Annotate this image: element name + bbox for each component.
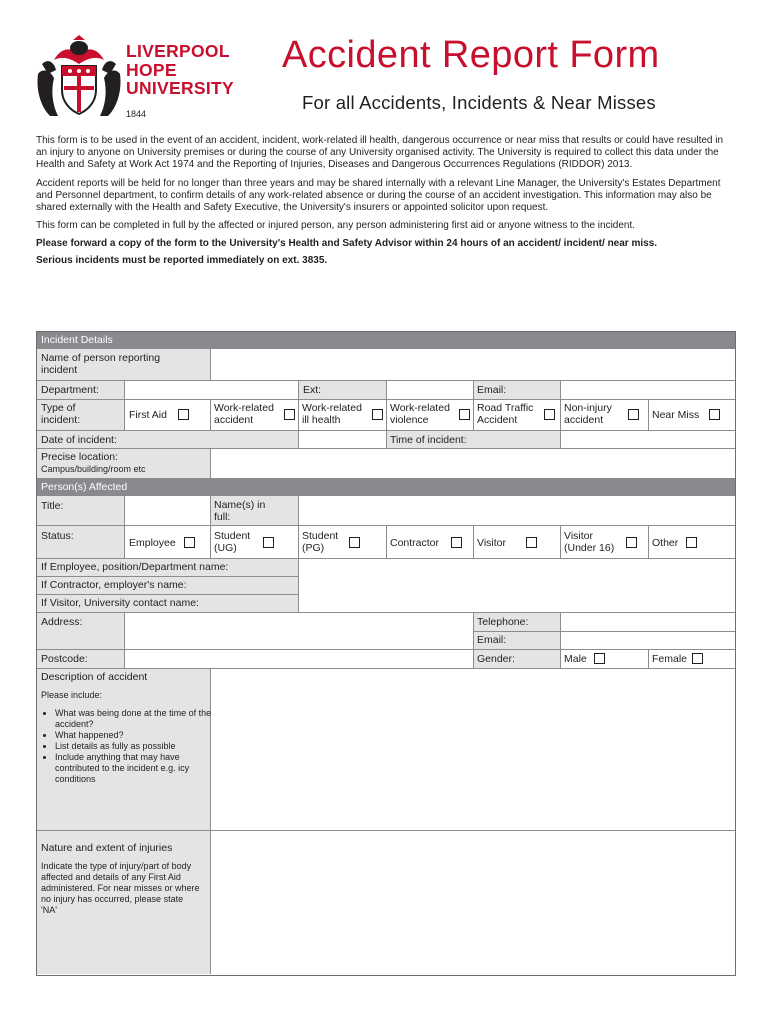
founded-year: 1844 [126,109,147,119]
accident-report-form [36,331,736,976]
address-label: Address: [41,616,83,628]
intro-paragraph-5: Serious incidents must be reported immediately on ext. 3835. [36,254,328,266]
time-of-incident-label: Time of incident: [390,434,467,446]
status-other-label: Other [652,537,679,549]
if-visitor-label: If Visitor, University contact name: [41,597,199,609]
injuries-title: Nature and extent of injuries [41,842,173,854]
guidance-item: • What happened? [55,730,215,741]
description-title: Description of accident [41,671,148,683]
intro-paragraph-2: Accident reports will be held for no longer than three years and may be shared internally with a relevant Line Manager, the University's Estates Department and Personnel department, to confirm details of any work-related absence or during the course of an accident investigation. This information may also be shared externally with the Health and Safety Executive, the University's insurers or appointed solicitor upon request. [36,177,721,214]
gender-female-label: Female [652,653,688,665]
type-work-accident-label: Work-related accident [214,402,274,426]
email-label: Email: [477,384,507,396]
type-non-injury-label: Non-injury accident [564,402,612,426]
type-road-traffic-label: Road Traffic Accident [477,402,534,426]
injuries-hint: Indicate the type of injury/part of body affected and details of any First Aid administered. For near misses or where no injury has occurred, please state 'NA' [41,861,200,915]
gender-label: Gender: [477,653,515,665]
type-first-aid-label: First Aid [129,409,167,421]
status-student-ug-label: Student (UG) [214,530,251,554]
page-title: Accident Report Form [282,34,660,76]
precise-location-hint: Campus/building/room etc [41,464,146,474]
type-violence-label: Work-related violence [390,402,450,426]
university-crest-icon [34,34,124,120]
gender-male-label: Male [564,653,587,665]
status-contractor-label: Contractor [390,537,440,549]
university-name: LIVERPOOL HOPE UNIVERSITY [126,41,235,98]
precise-location-label: Precise location: [41,451,119,463]
status-employee-label: Employee [129,537,176,549]
incident-details-header: Incident Details [36,331,736,349]
intro-paragraph-3: This form can be completed in full by the affected or injured person, any person administering first aid or anyone witness to the incident. [36,220,636,232]
guidance-item: • List details as fully as possible [55,741,215,752]
person-email-label: Email: [477,634,507,646]
department-label: Department: [41,384,99,396]
if-contractor-label: If Contractor, employer's name: [41,579,187,591]
persons-affected-header: Person(s) Affected [36,478,736,496]
status-visitor-under16-label: Visitor (Under 16) [564,530,615,554]
type-of-incident-label: Type of incident: [41,402,81,426]
names-in-full-label: Name(s) in full: [214,499,266,523]
status-student-pg-label: Student (PG) [302,530,339,554]
type-near-miss-label: Near Miss [652,409,700,421]
postcode-label: Postcode: [41,653,88,665]
title-label: Title: [41,500,64,512]
ext-label: Ext: [303,384,322,396]
intro-text [36,135,736,273]
status-visitor-label: Visitor [477,537,506,549]
status-label: Status: [41,530,74,542]
type-ill-health-label: Work-related ill health [302,402,362,426]
if-employee-label: If Employee, position/Department name: [41,561,229,573]
guidance-item: • Include anything that may have contributed to the incident e.g. icy conditions [55,752,215,785]
date-of-incident-label: Date of incident: [41,434,117,446]
telephone-label: Telephone: [477,616,529,628]
name-reporting-label: Name of person reporting incident [41,352,161,376]
guidance-item: • What was being done at the time of the accident? [55,708,215,730]
intro-paragraph-4: Please forward a copy of the form to the University's Health and Safety Advisor within 24 hours of an accident/ incident/ near miss. [36,238,658,250]
intro-paragraph-1: This form is to be used in the event of an accident, incident, work-related ill health, dangerous occurrence or near miss that results or could have resulted in an injury to anyone on University premises or during the course of any University organised activity. The University is required to collect this data under the Health and Safety at Work Act 1974 and the Reporting of Injuries, Diseases and Dangerous Occurrences Regulations (RIDDOR) 2013. [36,135,724,171]
page-subtitle: For all Accidents, Incidents & Near Misses [302,92,656,113]
please-include-label: Please include: [41,690,103,700]
